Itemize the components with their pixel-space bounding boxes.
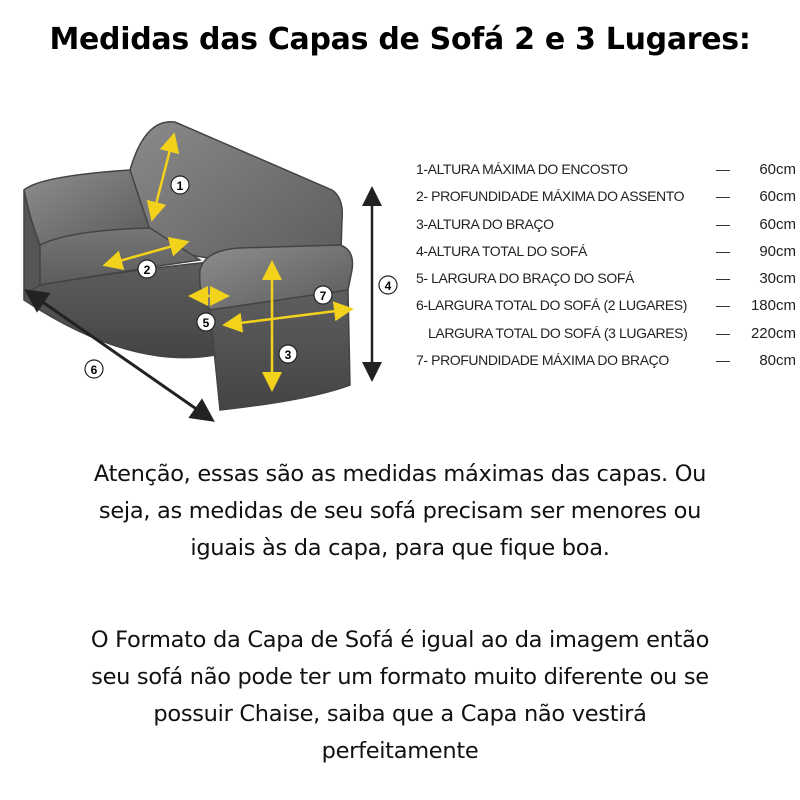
svg-text:6: 6 — [90, 363, 98, 377]
measure-row — [416, 292, 796, 319]
measure-value: 30cm — [759, 270, 796, 288]
shape-paragraph — [10, 622, 790, 770]
measure-value: 90cm — [759, 242, 796, 260]
measure-row — [416, 265, 796, 292]
measure-row — [416, 183, 796, 210]
measure-label: LARGURA TOTAL DO SOFÁ (3 LUGARES) — [428, 324, 688, 341]
shape-line: O Formato da Capa de Sofá é igual ao da imagem então — [90, 627, 710, 653]
shape-line: possuir Chaise, saiba que a Capa não vestirá — [153, 701, 647, 727]
svg-text:1: 1 — [176, 179, 184, 193]
measure-row — [416, 156, 796, 183]
measure-label: 4-ALTURA TOTAL DO SOFÁ — [416, 242, 587, 259]
measure-label: 7- PROFUNDIDADE MÁXIMA DO BRAÇO — [416, 352, 669, 369]
measure-label: 3-ALTURA DO BRAÇO — [416, 215, 554, 232]
svg-text:5: 5 — [202, 316, 210, 330]
svg-text:4: 4 — [384, 279, 392, 293]
notice-paragraph — [10, 456, 790, 567]
shape-line: perfeitamente — [321, 738, 479, 764]
measure-row — [416, 238, 796, 265]
marker-4 — [379, 276, 397, 294]
marker-1 — [171, 176, 189, 194]
notice-line: seja, as medidas de seu sofá precisam ser menores ou — [98, 498, 702, 524]
measure-value: 60cm — [759, 161, 796, 178]
svg-text:7: 7 — [319, 289, 327, 303]
measure-dash: — — [716, 242, 730, 259]
svg-text:2: 2 — [143, 263, 151, 277]
notice-line: Atenção, essas são as medidas máximas das capas. Ou — [93, 461, 707, 487]
measure-row — [416, 320, 796, 347]
shape-line: seu sofá não pode ter um formato muito diferente ou se — [91, 664, 709, 690]
measure-row — [416, 347, 796, 374]
measurements-list — [416, 156, 796, 374]
measure-label: 2- PROFUNDIDADE MÁXIMA DO ASSENTO — [416, 188, 685, 205]
measure-value: 180cm — [750, 297, 796, 315]
measure-dash: — — [716, 188, 730, 205]
measure-value: 80cm — [759, 352, 796, 370]
measure-value: 60cm — [759, 215, 796, 233]
measure-dash: — — [716, 215, 730, 232]
marker-5 — [197, 313, 215, 331]
measure-dash: — — [716, 297, 730, 314]
measure-row — [416, 211, 796, 238]
marker-6 — [85, 360, 103, 378]
page-title: Medidas das Capas de Sofá 2 e 3 Lugares: — [49, 22, 751, 57]
sofa-diagram — [10, 110, 410, 430]
sofa-illustration — [10, 110, 410, 430]
measure-value: 220cm — [750, 324, 796, 342]
measure-dash: — — [716, 270, 730, 287]
marker-3 — [279, 345, 297, 363]
measure-label: 6-LARGURA TOTAL DO SOFÁ (2 LUGARES) — [416, 297, 687, 314]
svg-text:3: 3 — [284, 348, 292, 362]
measure-dash: — — [716, 161, 730, 177]
measure-dash: — — [716, 352, 730, 369]
marker-7 — [314, 286, 332, 304]
measure-dash: — — [716, 324, 730, 341]
measure-value: 60cm — [759, 188, 796, 206]
marker-2 — [138, 260, 156, 278]
notice-line: iguais às da capa, para que fique boa. — [190, 535, 610, 561]
measure-label: 5- LARGURA DO BRAÇO DO SOFÁ — [416, 270, 634, 287]
measure-label: 1-ALTURA MÁXIMA DO ENCOSTO — [416, 161, 628, 177]
